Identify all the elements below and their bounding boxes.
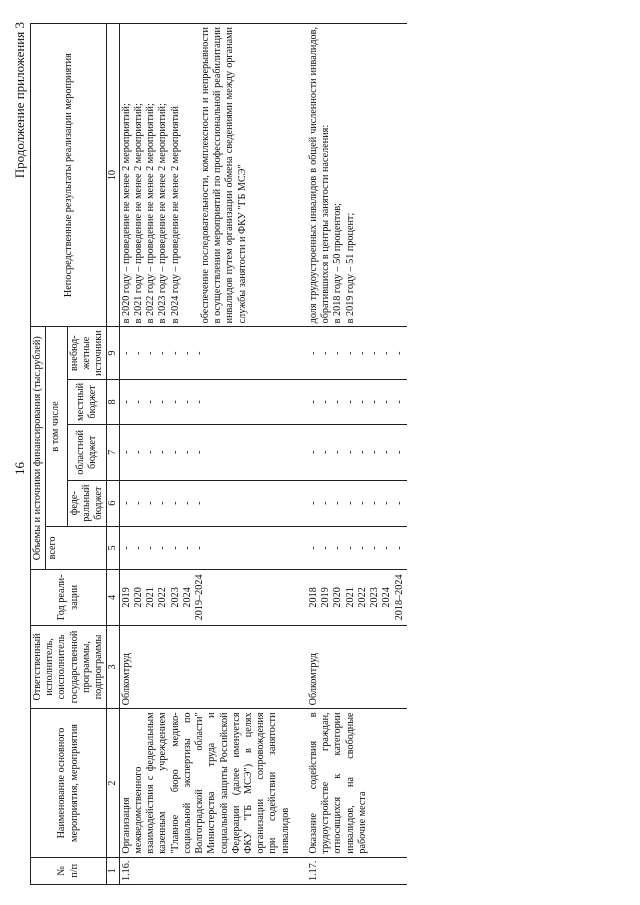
funding-value: - <box>332 351 344 355</box>
funding-value: - <box>381 351 393 355</box>
program-table <box>30 23 407 885</box>
funding-value: - <box>393 501 405 505</box>
funding-value: - <box>332 501 344 505</box>
result-line: в 2023 году – проведение не менее 2 мероприятий; <box>157 103 169 324</box>
funding-value: - <box>132 351 144 355</box>
year-value: 2020 <box>132 587 144 608</box>
measure-name: Организация межведомственного взаимодействия с федеральным казенным учреждением "Главное бюро медико-социальной экспертизы по Волгоградской области" Министерства труда и социальной защиты Российской Федерации (далее именуется ФКУ "ГБ МСЭ") в целях организации сопровождения при содействии занятости инвалидов <box>119 709 293 857</box>
funding-value: - <box>145 450 157 454</box>
funding-value: - <box>169 351 181 355</box>
funding-cell <box>119 526 293 570</box>
table-body <box>119 24 407 885</box>
table-row <box>119 24 293 885</box>
spacer-cell <box>293 424 307 480</box>
funding-value: - <box>344 351 356 355</box>
funding-value: - <box>381 450 393 454</box>
spacer-cell <box>293 379 307 424</box>
funding-value: - <box>132 501 144 505</box>
result-main: обеспечение последовательности, комплексности и непрерывности в осуществлении мероприятий по профессиональной реабилитации инвалидов путем организации обмена сведениями между органами службы занятости и ФКУ "ГБ МСЭ" <box>199 27 248 324</box>
funding-cell <box>307 480 407 526</box>
funding-value: - <box>320 501 332 505</box>
result-line: в 2019 году – 51 процент; <box>344 212 356 324</box>
funding-value: - <box>344 546 356 550</box>
funding-value: - <box>332 450 344 454</box>
funding-value: - <box>356 501 368 505</box>
funding-value: - <box>393 351 405 355</box>
funding-value: - <box>356 450 368 454</box>
year-value: 2024 <box>381 587 393 608</box>
spacer-cell <box>293 857 307 884</box>
funding-value: - <box>381 501 393 505</box>
year-value: 2019 <box>320 587 332 608</box>
funding-value: - <box>356 546 368 550</box>
spacer-cell <box>293 709 307 857</box>
col-num: 8 <box>107 379 119 424</box>
funding-value: - <box>120 546 132 550</box>
col-num: 10 <box>107 24 119 327</box>
funding-value: - <box>120 501 132 505</box>
funding-value: - <box>344 450 356 454</box>
funding-value: - <box>307 546 319 550</box>
funding-value: - <box>145 400 157 404</box>
funding-value: - <box>307 501 319 505</box>
funding-value: - <box>145 351 157 355</box>
table-row <box>307 24 407 885</box>
funding-value: - <box>169 400 181 404</box>
executor: Облкомтруд <box>307 625 407 709</box>
funding-value: - <box>194 501 206 505</box>
funding-value: - <box>320 546 332 550</box>
funding-value: - <box>393 450 405 454</box>
funding-value: - <box>381 546 393 550</box>
funding-value: - <box>157 450 169 454</box>
continuation-label: Продолжение приложения 3 <box>12 22 27 179</box>
spacer-cell <box>293 570 307 625</box>
funding-value: - <box>356 400 368 404</box>
funding-cell <box>119 327 293 380</box>
funding-value: - <box>307 400 319 404</box>
year-value: 2024 <box>181 587 193 608</box>
funding-cell <box>307 526 407 570</box>
funding-value: - <box>120 450 132 454</box>
year-value: 2023 <box>169 587 181 608</box>
result-spacer <box>182 27 200 323</box>
funding-value: - <box>344 400 356 404</box>
funding-value: - <box>369 546 381 550</box>
funding-value: - <box>181 400 193 404</box>
spacer-cell <box>293 480 307 526</box>
funding-value: - <box>157 400 169 404</box>
funding-value: - <box>194 546 206 550</box>
funding-value: - <box>145 501 157 505</box>
funding-value: - <box>307 351 319 355</box>
row-number: 1.16. <box>119 857 293 884</box>
funding-value: - <box>393 400 405 404</box>
funding-value: - <box>194 450 206 454</box>
header-year: Год реали-зации <box>31 570 107 625</box>
executor: Облкомтруд <box>119 625 293 709</box>
funding-value: - <box>157 501 169 505</box>
col-num: 4 <box>107 570 119 625</box>
funding-value: - <box>145 546 157 550</box>
funding-value: - <box>120 351 132 355</box>
year-value: 2021 <box>344 587 356 608</box>
years-cell <box>307 570 407 625</box>
page-number: 16 <box>12 462 27 475</box>
spacer-cell <box>293 327 307 380</box>
funding-value: - <box>369 351 381 355</box>
funding-value: - <box>369 501 381 505</box>
funding-value: - <box>381 400 393 404</box>
years-cell <box>119 570 293 625</box>
year-value: 2023 <box>369 587 381 608</box>
funding-value: - <box>157 351 169 355</box>
spacer-cell <box>293 24 307 327</box>
funding-value: - <box>369 450 381 454</box>
year-value: 2018 <box>307 587 319 608</box>
funding-value: - <box>393 546 405 550</box>
col-num: 2 <box>107 709 119 857</box>
result-line: в 2024 году – проведение не менее 2 мероприятий <box>169 106 181 324</box>
funding-value: - <box>132 546 144 550</box>
col-num: 3 <box>107 625 119 709</box>
table-header <box>31 24 120 885</box>
funding-value: - <box>307 450 319 454</box>
column-number-row <box>107 24 119 885</box>
row-spacer <box>293 24 307 885</box>
funding-value: - <box>181 351 193 355</box>
funding-value: - <box>132 400 144 404</box>
funding-value: - <box>320 351 332 355</box>
funding-cell <box>119 424 293 480</box>
funding-value: - <box>169 501 181 505</box>
header-total: всего <box>46 526 107 570</box>
funding-value: - <box>194 400 206 404</box>
funding-value: - <box>332 546 344 550</box>
result-line: в 2021 году – проведение не менее 2 мероприятий; <box>132 103 144 324</box>
funding-cell <box>307 424 407 480</box>
result-line: в 2018 году – 50 процентов; <box>332 203 344 324</box>
year-value: 2019 <box>120 587 132 608</box>
col-num: 9 <box>107 327 119 380</box>
funding-cell <box>119 480 293 526</box>
year-value: 2022 <box>157 587 169 608</box>
funding-value: - <box>169 450 181 454</box>
funding-value: - <box>157 546 169 550</box>
col-num: 6 <box>107 480 119 526</box>
funding-value: - <box>181 450 193 454</box>
funding-value: - <box>369 400 381 404</box>
year-value: 2021 <box>145 587 157 608</box>
results-cell <box>307 24 407 327</box>
col-num: 7 <box>107 424 119 480</box>
funding-value: - <box>181 501 193 505</box>
funding-value: - <box>356 351 368 355</box>
col-num: 1 <box>107 857 119 884</box>
result-main: доля трудоустроенных инвалидов в общей численности инвалидов, обратившихся в центры занятости населения: <box>307 27 332 324</box>
result-line: в 2022 году – проведение не менее 2 мероприятий; <box>145 103 157 324</box>
header-extrabudget: внебюд-жетные источники <box>67 327 107 380</box>
spacer-cell <box>293 526 307 570</box>
header-financing: Объемы и источники финансирования (тыс.рублей) <box>31 327 46 570</box>
header-including: в том числе <box>46 327 67 526</box>
result-line: в 2020 году – проведение не менее 2 мероприятий; <box>120 103 132 324</box>
funding-cell <box>307 327 407 380</box>
funding-value: - <box>120 400 132 404</box>
funding-cell <box>119 379 293 424</box>
funding-value: - <box>132 450 144 454</box>
funding-value: - <box>320 400 332 404</box>
header-federal: феде-ральный бюджет <box>67 480 107 526</box>
funding-value: - <box>320 450 332 454</box>
year-value: 2019–2024 <box>194 574 206 621</box>
year-value: 2020 <box>332 587 344 608</box>
funding-value: - <box>169 546 181 550</box>
header-regional: областной бюджет <box>67 424 107 480</box>
header-num: № п/п <box>31 857 107 884</box>
results-cell <box>119 24 293 327</box>
funding-value: - <box>344 501 356 505</box>
year-value: 2018–2024 <box>393 574 405 621</box>
header-results: Непосредственные результаты реализации мероприятия <box>31 24 107 327</box>
header-name: Наименование основного мероприятия, мероприятия <box>31 709 107 857</box>
header-local: местный бюджет <box>67 379 107 424</box>
col-num: 5 <box>107 526 119 570</box>
header-executor: Ответственный исполнитель, соисполнитель государственной программы, подпрограммы <box>31 625 107 709</box>
funding-value: - <box>332 400 344 404</box>
measure-name: Оказание содействия в трудоустройстве граждан, относящихся к категории инвалидов, на свободные рабочие места <box>307 709 407 857</box>
funding-value: - <box>194 351 206 355</box>
year-value: 2022 <box>356 587 368 608</box>
row-number: 1.17. <box>307 857 407 884</box>
funding-cell <box>307 379 407 424</box>
funding-value: - <box>181 546 193 550</box>
spacer-cell <box>293 625 307 709</box>
